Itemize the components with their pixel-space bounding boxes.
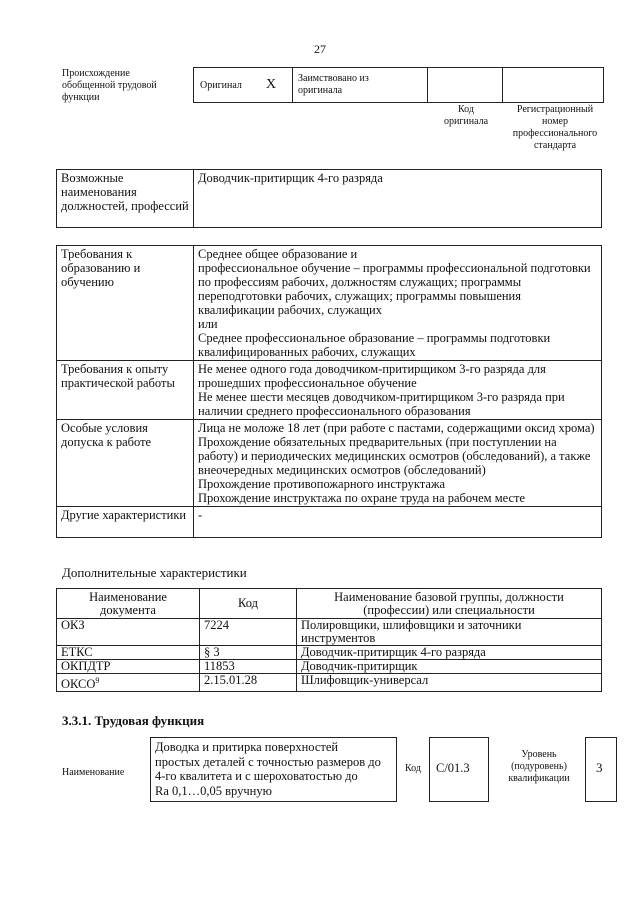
row-doc: ОКЗ (57, 619, 200, 646)
possible-names-table (56, 169, 602, 228)
row-doc: ОКСО (61, 677, 96, 692)
row-name: Шлифовщик-универсал (297, 674, 602, 692)
origin-code-cell (427, 67, 503, 103)
original-mark: X (266, 77, 277, 92)
requirement-line: или (198, 317, 218, 331)
table-row (57, 619, 602, 646)
requirement-line: Прохождение противопожарного инструктажа (198, 477, 446, 491)
row-doc: ОКПДТР (57, 660, 200, 674)
requirement-row (57, 361, 602, 420)
function-name-label: Наименование (62, 767, 125, 778)
requirement-line: прошедших профессиональное обучение (198, 376, 417, 390)
requirement-line: работу) и периодических медицинских осмотров (обследований), а также (198, 449, 591, 463)
requirement-label: Особые условия допуска к работе (57, 420, 194, 507)
requirement-value (194, 507, 602, 538)
row-doc: ЕТКС (57, 646, 200, 660)
page-number: 27 (314, 42, 326, 56)
table-row (57, 674, 602, 692)
origin-code-label: Код оригинала (443, 104, 489, 127)
requirement-line: квалификации рабочих, служащих (198, 303, 382, 317)
row-code: 2.15.01.28 (200, 674, 297, 692)
function-name-line: Ra 0,1…0,05 вручную (155, 783, 272, 798)
requirement-label: Другие характеристики (57, 507, 194, 538)
original-cell (193, 67, 293, 103)
requirement-line: Прохождение обязательных предварительных (при поступлении на (198, 435, 557, 449)
row-name: Полировщики, шлифовщики и заточники инструментов (297, 619, 602, 646)
function-code-value: C/01.3 (436, 761, 470, 775)
row-code: § 3 (200, 646, 297, 660)
requirement-line: - (198, 508, 203, 522)
requirement-line: квалифицированных рабочих, служащих (198, 345, 416, 359)
function-name-line: Доводка и притирка поверхностей (155, 740, 339, 754)
requirement-line: Не менее одного года доводчиком-притирщиком 3-го разряда для (198, 362, 546, 376)
possible-names-value: Доводчик-притирщик 4-го разряда (194, 170, 602, 228)
header-group-name: Наименование базовой группы, должности (профессии) или специальности (297, 589, 602, 619)
requirements-table (56, 245, 602, 538)
header-document: Наименование документа (57, 589, 200, 619)
possible-names-label: Возможные наименования должностей, профессий (57, 170, 194, 228)
additional-title: Дополнительные характеристики (62, 565, 247, 580)
requirement-label: Требования к опыту практической работы (57, 361, 194, 420)
requirement-line: переподготовки рабочих, служащих; программы повышения (198, 289, 521, 303)
requirement-line: наличии среднего профессионального образования (198, 404, 471, 418)
function-heading: 3.3.1. Трудовая функция (62, 713, 205, 728)
original-label: Оригинал (200, 80, 242, 91)
table-row (57, 646, 602, 660)
row-doc-cell (57, 674, 200, 692)
table-row (57, 660, 602, 674)
row-doc-footnote: 9 (95, 676, 100, 685)
borrowed-label: Заимствовано из оригинала (298, 73, 369, 96)
borrowed-cell (292, 67, 428, 103)
requirement-value (194, 420, 602, 507)
requirement-line: Лица не моложе 18 лет (при работе с пастами, содержащими оксид хрома) (198, 421, 595, 435)
requirement-row (57, 507, 602, 538)
requirement-line: внеочередных медицинских осмотров (обследований) (198, 463, 486, 477)
function-level-value: 3 (596, 760, 603, 775)
additional-table (56, 588, 602, 692)
requirement-line: профессиональное обучение – программы профессиональной подготовки (198, 261, 591, 275)
requirement-line: Среднее общее образование и (198, 247, 358, 261)
row-code: 11853 (200, 660, 297, 674)
requirement-line: по профессиям рабочих, должностям служащих; программы (198, 275, 522, 289)
requirement-label: Требования к образованию и обучению (57, 246, 194, 361)
row-name: Доводчик-притирщик (297, 660, 602, 674)
function-name-line: 4-го квалитета и с шероховатостью до (155, 769, 358, 783)
origin-reg-cell (502, 67, 604, 103)
requirement-row (57, 246, 602, 361)
requirement-row (57, 420, 602, 507)
origin-label: Происхождение обобщенной трудовой функции (62, 68, 157, 103)
header-code: Код (200, 589, 297, 619)
requirement-line: Не менее шести месяцев доводчиком-притирщиком 3-го разряда при (198, 390, 565, 404)
requirement-line: Среднее профессиональное образование – программы подготовки (198, 331, 551, 345)
requirement-value (194, 246, 602, 361)
function-code-box (429, 737, 489, 802)
function-level-label: Уровень (подуровень) квалификации (508, 749, 570, 784)
function-name-line: простых деталей с точностью размеров до (155, 754, 381, 769)
function-level-box (585, 737, 617, 802)
row-name: Доводчик-притирщик 4-го разряда (297, 646, 602, 660)
origin-reg-label: Регистрационный номер профессионального стандарта (512, 104, 598, 151)
requirement-value (194, 361, 602, 420)
function-name-box (150, 737, 397, 802)
requirement-line: Прохождение инструктажа по охране труда на рабочем месте (198, 491, 526, 505)
function-code-label: Код (405, 763, 421, 774)
row-code: 7224 (200, 619, 297, 646)
